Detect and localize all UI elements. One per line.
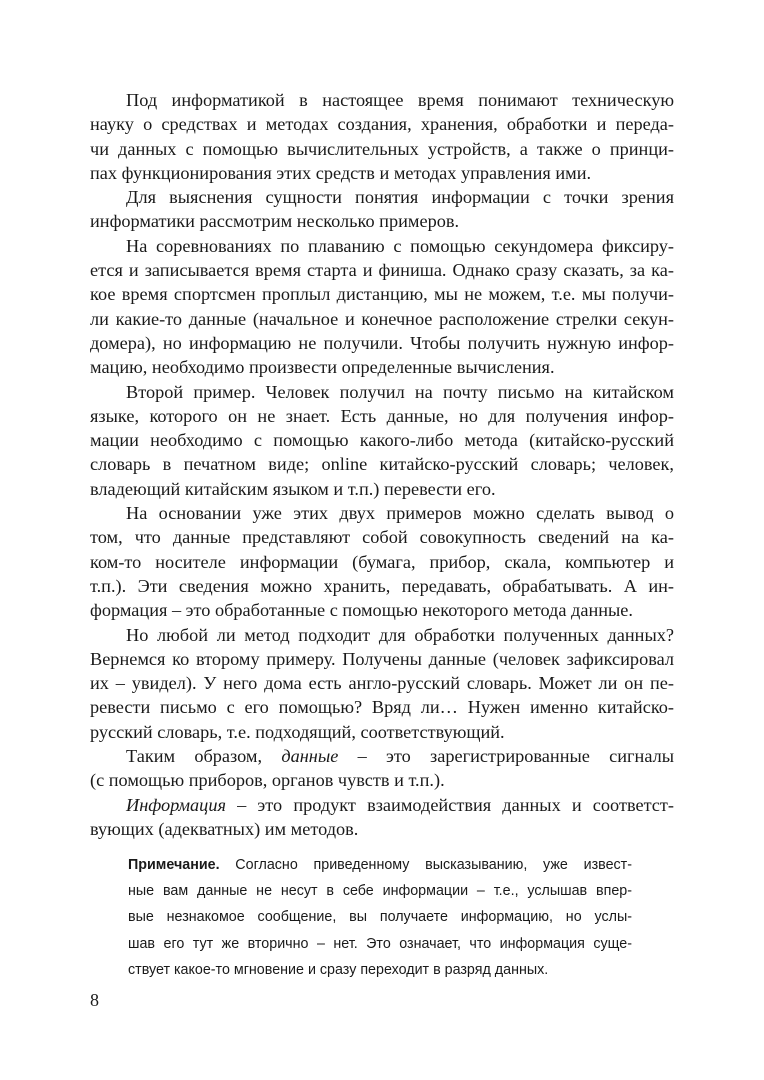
text-line: Для выяснения сущности понятия информации с точки зрения <box>126 187 674 208</box>
text-line: том, что данные представляют собой совокупность сведений на ка- <box>90 527 674 548</box>
paragraph-chinese-letter-example <box>90 380 674 501</box>
text-line: формация – это обработанные с помощью некоторого метода данные. <box>90 600 633 621</box>
text-line: Под информатикой в настоящее время понимают техническую <box>126 90 674 110</box>
paragraph-information-definition <box>90 793 674 842</box>
paragraph-informatics-definition <box>90 88 674 185</box>
text-line: пах функционирования этих средств и методах управления ими. <box>90 162 592 183</box>
text-line: Второй пример. Человек получил на почту письмо на китайском <box>126 381 674 402</box>
text-line: чи данных с помощью вычислительных устройств, а также о принци- <box>90 138 674 159</box>
text-line: ется и записывается время старта и финиша. Однако сразу сказать, за ка- <box>90 260 674 281</box>
term-information: Информация <box>126 794 226 815</box>
note-label: Примечание. <box>128 857 220 873</box>
main-text <box>90 88 674 841</box>
text-line: информатики рассмотрим несколько примеров. <box>90 211 460 232</box>
text-line: ли какие-то данные (начальное и конечное расположение стрелки секун- <box>90 308 674 329</box>
text-line: Но любой ли метод подходит для обработки полученных данных? <box>126 624 674 645</box>
text-line: На основании уже этих двух примеров можно сделать вывод о <box>126 503 674 524</box>
text-line: На соревнованиях по плаванию с помощью секундомера фиксиру- <box>126 235 674 256</box>
note-block <box>128 852 632 983</box>
note-line: шав его тут же вторично – нет. Это означает, что информация суще- <box>128 935 632 952</box>
paragraph-method-question <box>90 623 674 744</box>
text-line: (с помощью приборов, органов чувств и т.п.). <box>90 770 445 791</box>
text-line: словарь в печатном виде; online китайско-русский словарь; человек, <box>90 454 674 475</box>
text-line: их – увидел). У него дома есть англо-русский словарь. Может ли он пе- <box>90 673 674 694</box>
note-line: вые незнакомое сообщение, вы получаете информацию, но услы- <box>128 909 632 926</box>
text-line: вующих (адекватных) им методов. <box>90 818 359 839</box>
text-line: мации необходимо с помощью какого-либо метода (китайско-русский <box>90 430 674 451</box>
text-line: ревести письмо с его помощью? Вряд ли… Нужен именно китайско- <box>90 697 674 718</box>
text-line: мацию, необходимо произвести определенные вычисления. <box>90 357 555 378</box>
text-line: кое время спортсмен проплыл дистанцию, мы не можем, т.е. мы получи- <box>90 284 674 305</box>
paragraph-data-definition <box>90 744 674 793</box>
paragraph-examples-intro <box>90 185 674 234</box>
text-line: русский словарь, т.е. подходящий, соответствующий. <box>90 721 505 742</box>
note-line: Примечание. Согласно приведенному высказыванию, уже извест- <box>128 857 632 873</box>
text-line: языке, которого он не знает. Есть данные, но для получения инфор- <box>90 405 674 426</box>
text-line: Информация – это продукт взаимодействия данных и соответст- <box>126 794 674 815</box>
page-number: 8 <box>90 990 99 1010</box>
note-line: ные вам данные не несут в себе информации – т.е., услышав впер- <box>128 883 632 900</box>
text-line: Вернемся ко второму примеру. Получены данные (человек зафиксировал <box>90 648 674 669</box>
text-line: т.п.). Эти сведения можно хранить, передавать, обрабатывать. А ин- <box>90 575 674 596</box>
text-line: ком-то носителе информации (бумага, прибор, скала, компьютер и <box>90 551 674 572</box>
note-line: ствует какое-то мгновение и сразу переходит в разряд данных. <box>128 961 549 978</box>
paragraph-conclusion <box>90 501 674 622</box>
paragraph-swimming-example <box>90 234 674 380</box>
text-line: владеющий китайским языком и т.п.) перевести его. <box>90 478 496 499</box>
term-data: данные <box>281 746 339 767</box>
text-line: домера), но информацию не получили. Чтобы получить нужную инфор- <box>90 332 674 353</box>
text-line: Таким образом, данные – это зарегистрированные сигналы <box>126 746 674 767</box>
text-line: науку о средствах и методах создания, хранения, обработки и переда- <box>90 114 674 135</box>
